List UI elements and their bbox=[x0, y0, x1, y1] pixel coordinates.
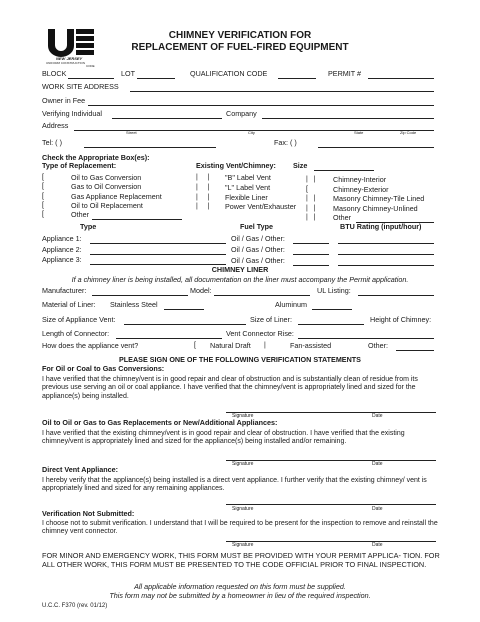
appliance-fuel-field[interactable] bbox=[293, 243, 329, 244]
stainless-steel-field[interactable] bbox=[164, 309, 204, 310]
replacement-type-item: Other bbox=[71, 210, 89, 219]
chimney-liner-heading: CHIMNEY LINER bbox=[211, 265, 269, 274]
ul-listing-field[interactable] bbox=[358, 295, 434, 296]
appliance-btu-field[interactable] bbox=[338, 265, 434, 266]
chimney-type-item: Other bbox=[333, 213, 351, 222]
appliance-type-field[interactable] bbox=[90, 264, 226, 265]
appliance-fuel-field[interactable] bbox=[293, 254, 329, 255]
stainless-steel-option[interactable]: Stainless Steel bbox=[110, 300, 158, 309]
chimney-type-item: Chimney-Interior bbox=[333, 175, 387, 184]
chimney-type-item: Chimney-Exterior bbox=[333, 185, 389, 194]
checkbox[interactable]: [ bbox=[306, 186, 308, 193]
natural-draft-option[interactable]: Natural Draft bbox=[210, 341, 251, 350]
statement-2-title: Oil to Oil or Gas to Gas Replacements or New/Additional Appliances: bbox=[42, 418, 278, 427]
permit-field[interactable] bbox=[368, 78, 434, 79]
work-site-address-field[interactable] bbox=[130, 91, 434, 92]
signature-line[interactable] bbox=[226, 412, 436, 413]
company-field[interactable] bbox=[262, 118, 434, 119]
chimney-type-item: Masonry Chimney-Tile Lined bbox=[333, 194, 425, 203]
height-chimney-label: Height of Chimney: bbox=[370, 315, 432, 324]
date-caption: Date bbox=[372, 542, 383, 548]
appliance-fuel-label: Oil / Gas / Other: bbox=[231, 234, 285, 243]
size-liner-field[interactable] bbox=[298, 324, 364, 325]
checkbox[interactable]: | | bbox=[196, 194, 210, 201]
footer-italic-2: This form may not be submitted by a homeowner in lieu of the required inspection. bbox=[109, 591, 371, 600]
fan-assisted-option[interactable]: Fan-assisted bbox=[290, 341, 332, 350]
checkbox[interactable]: | | bbox=[306, 214, 316, 221]
title-line-1: CHIMNEY VERIFICATION FOR bbox=[168, 30, 312, 41]
checkbox[interactable]: | bbox=[264, 342, 266, 349]
signature-line[interactable] bbox=[226, 460, 436, 461]
other-vent-label: Other: bbox=[368, 341, 388, 350]
verifying-individual-field[interactable] bbox=[112, 118, 222, 119]
manufacturer-label: Manufacturer: bbox=[42, 286, 87, 295]
vent-rise-field[interactable] bbox=[298, 338, 434, 339]
block-field[interactable] bbox=[68, 78, 114, 79]
statement-2-text: I have verified that the existing chimney/vent is in good repair and clear of obstruction. I have verified that the existing chimney/vent is appropriately lined and sized for the appliance(s) being installed and/or remaining. bbox=[42, 430, 405, 446]
owner-in-fee-label: Owner in Fee bbox=[42, 96, 86, 105]
vent-type-item: Flexible Liner bbox=[225, 193, 268, 202]
logo-line-2: UNIFORM CONSTRUCTION bbox=[46, 61, 85, 65]
tel-label: Tel: ( ) bbox=[42, 138, 62, 147]
appliance-fuel-field[interactable] bbox=[293, 265, 329, 266]
block-label: BLOCK bbox=[42, 69, 67, 78]
size-vent-label: Size of Appliance Vent: bbox=[42, 315, 116, 324]
aluminum-field[interactable] bbox=[312, 309, 352, 310]
signature-caption: Signature bbox=[232, 413, 254, 419]
signature-caption: Signature bbox=[232, 461, 254, 467]
verifying-individual-label: Verifying Individual bbox=[42, 109, 102, 118]
statement-4-title: Verification Not Submitted: bbox=[42, 509, 135, 518]
statement-1-text: I have verified that the chimney/vent is in good repair and clear of obstruction and is substantially clean of residue from its previous use serving an oil or coal appliance. I have verified that the chimney/vent is appropriately lined and sized for the appliance(s) being installed. bbox=[42, 376, 418, 400]
manufacturer-field[interactable] bbox=[92, 295, 188, 296]
check-heading: Check the Appropriate Box(es): bbox=[42, 153, 150, 162]
checkbox[interactable]: [ bbox=[42, 174, 44, 181]
lot-label: LOT bbox=[121, 69, 135, 78]
size-heading: Size bbox=[293, 161, 308, 170]
replacement-type-item: Oil to Oil Replacement bbox=[71, 201, 143, 210]
col-btu-heading: BTU Rating (input/hour) bbox=[340, 222, 422, 231]
qualification-code-field[interactable] bbox=[278, 78, 316, 79]
statement-4-text: I choose not to submit verification. I understand that I will be required to be present for the inspection to remove and reinstall the chimney vent connector. bbox=[42, 520, 438, 536]
vent-type-item: "B" Label Vent bbox=[225, 173, 271, 182]
appliance-fuel-label: Oil / Gas / Other: bbox=[231, 256, 285, 265]
signature-line[interactable] bbox=[226, 541, 436, 542]
vent-heading: Existing Vent/Chimney: bbox=[196, 161, 276, 170]
appliance-btu-field[interactable] bbox=[338, 243, 434, 244]
appliance-type-field[interactable] bbox=[90, 254, 226, 255]
appliance-fuel-label: Oil / Gas / Other: bbox=[231, 245, 285, 254]
lot-field[interactable] bbox=[137, 78, 175, 79]
replacement-type-item: Oil to Gas Conversion bbox=[71, 173, 142, 182]
statement-1-title: For Oil or Coal to Gas Conversions: bbox=[42, 364, 165, 373]
tel-field[interactable] bbox=[84, 147, 216, 148]
date-caption: Date bbox=[372, 413, 383, 419]
address-zip-caption: Zip Code bbox=[400, 130, 417, 135]
appliance-btu-field[interactable] bbox=[338, 254, 434, 255]
vent-type-item: Power Vent/Exhauster bbox=[225, 202, 297, 211]
checkbox[interactable]: | | bbox=[306, 195, 316, 202]
chimney-type-item: Masonry Chimney-Unlined bbox=[333, 204, 418, 213]
length-connector-label: Length of Connector: bbox=[42, 329, 110, 338]
form-id: U.C.C. F370 (rev. 01/12) bbox=[42, 603, 108, 609]
checkbox[interactable]: | | bbox=[196, 174, 210, 181]
address-state-caption: State bbox=[354, 130, 364, 135]
ucc-logo bbox=[46, 27, 96, 69]
address-city-caption: City bbox=[248, 130, 255, 135]
checkbox[interactable]: | | bbox=[196, 184, 210, 191]
work-site-address-label: WORK SITE ADDRESS bbox=[42, 82, 119, 91]
checkbox[interactable]: | | bbox=[306, 176, 316, 183]
owner-in-fee-field[interactable] bbox=[88, 105, 434, 106]
col-type-heading: Type bbox=[80, 222, 97, 231]
title-line-2: REPLACEMENT OF FUEL-FIRED EQUIPMENT bbox=[131, 42, 349, 53]
model-label: Model: bbox=[190, 286, 212, 295]
checkbox[interactable]: [ bbox=[42, 183, 44, 190]
ul-listing-label: UL Listing: bbox=[317, 286, 351, 295]
permit-label: PERMIT # bbox=[328, 69, 362, 78]
address-label: Address bbox=[42, 121, 69, 130]
address-street-caption: Street bbox=[126, 130, 137, 135]
verification-heading: PLEASE SIGN ONE OF THE FOLLOWING VERIFICATION STATEMENTS bbox=[119, 355, 361, 364]
checkbox[interactable]: [ bbox=[42, 202, 44, 209]
checkbox[interactable]: | | bbox=[306, 205, 316, 212]
replacement-type-item: Gas to Oil Conversion bbox=[71, 182, 142, 191]
size-field[interactable] bbox=[314, 170, 374, 171]
checkbox[interactable]: [ bbox=[42, 211, 44, 218]
checkbox[interactable]: [ bbox=[194, 342, 196, 349]
size-liner-label: Size of Liner: bbox=[250, 315, 292, 324]
signature-caption: Signature bbox=[232, 542, 254, 548]
appliance-row-label: Appliance 1: bbox=[42, 234, 82, 243]
aluminum-option[interactable]: Aluminum bbox=[275, 300, 307, 309]
logo-line-3: CODE bbox=[86, 64, 95, 68]
logo-line-1: NEW JERSEY bbox=[56, 56, 83, 61]
size-vent-field[interactable] bbox=[124, 324, 246, 325]
length-connector-field[interactable] bbox=[116, 338, 222, 339]
ucc-logo-mark bbox=[46, 27, 96, 57]
appliance-row-label: Appliance 2: bbox=[42, 245, 82, 254]
other-vent-field[interactable] bbox=[396, 350, 434, 351]
statement-3-text: I hereby verify that the appliance(s) being installed is a direct vent appliance. I further verify that the existing chimney/ vent is appropriately lined and sized for any remaining appliances. bbox=[42, 477, 427, 493]
vent-type-item: "L" Label Vent bbox=[225, 183, 271, 192]
footer-notice: FOR MINOR AND EMERGENCY WORK, THIS FORM MUST BE PROVIDED WITH YOUR PERMIT APPLICA- TION. FOR ALL OTHER WORK, THIS FORM MUST BE PRESENTED TO THE CODE OFFICIAL PRIOR TO FINAL INSPECTION. bbox=[42, 551, 440, 569]
qualification-code-label: QUALIFICATION CODE bbox=[190, 69, 268, 78]
date-caption: Date bbox=[372, 461, 383, 467]
signature-caption: Signature bbox=[232, 506, 254, 512]
checkbox[interactable]: | | bbox=[196, 203, 210, 210]
signature-line[interactable] bbox=[226, 504, 436, 505]
footer-italic-1: All applicable information requested on this form must be supplied. bbox=[134, 582, 346, 591]
checkbox[interactable]: [ bbox=[42, 193, 44, 200]
date-caption: Date bbox=[372, 506, 383, 512]
fax-label: Fax: ( ) bbox=[274, 138, 297, 147]
fax-field[interactable] bbox=[318, 147, 434, 148]
statement-3-title: Direct Vent Appliance: bbox=[42, 465, 119, 474]
chimney-liner-note: If a chimney liner is being installed, all documentation on the liner must accompany the Permit application. bbox=[71, 275, 409, 284]
col-fuel-heading: Fuel Type bbox=[240, 222, 274, 231]
appliance-row-label: Appliance 3: bbox=[42, 255, 82, 264]
replacement-type-heading: Type of Replacement: bbox=[42, 161, 117, 170]
vent-rise-label: Vent Connector Rise: bbox=[226, 329, 294, 338]
appliance-type-field[interactable] bbox=[90, 243, 226, 244]
model-field[interactable] bbox=[214, 295, 310, 296]
how-vent-label: How does the appliance vent? bbox=[42, 341, 139, 350]
material-label: Material of Liner: bbox=[42, 300, 96, 309]
replacement-type-item: Gas Appliance Replacement bbox=[71, 192, 162, 201]
replacement-other-field[interactable] bbox=[92, 219, 182, 220]
company-label: Company bbox=[226, 109, 257, 118]
